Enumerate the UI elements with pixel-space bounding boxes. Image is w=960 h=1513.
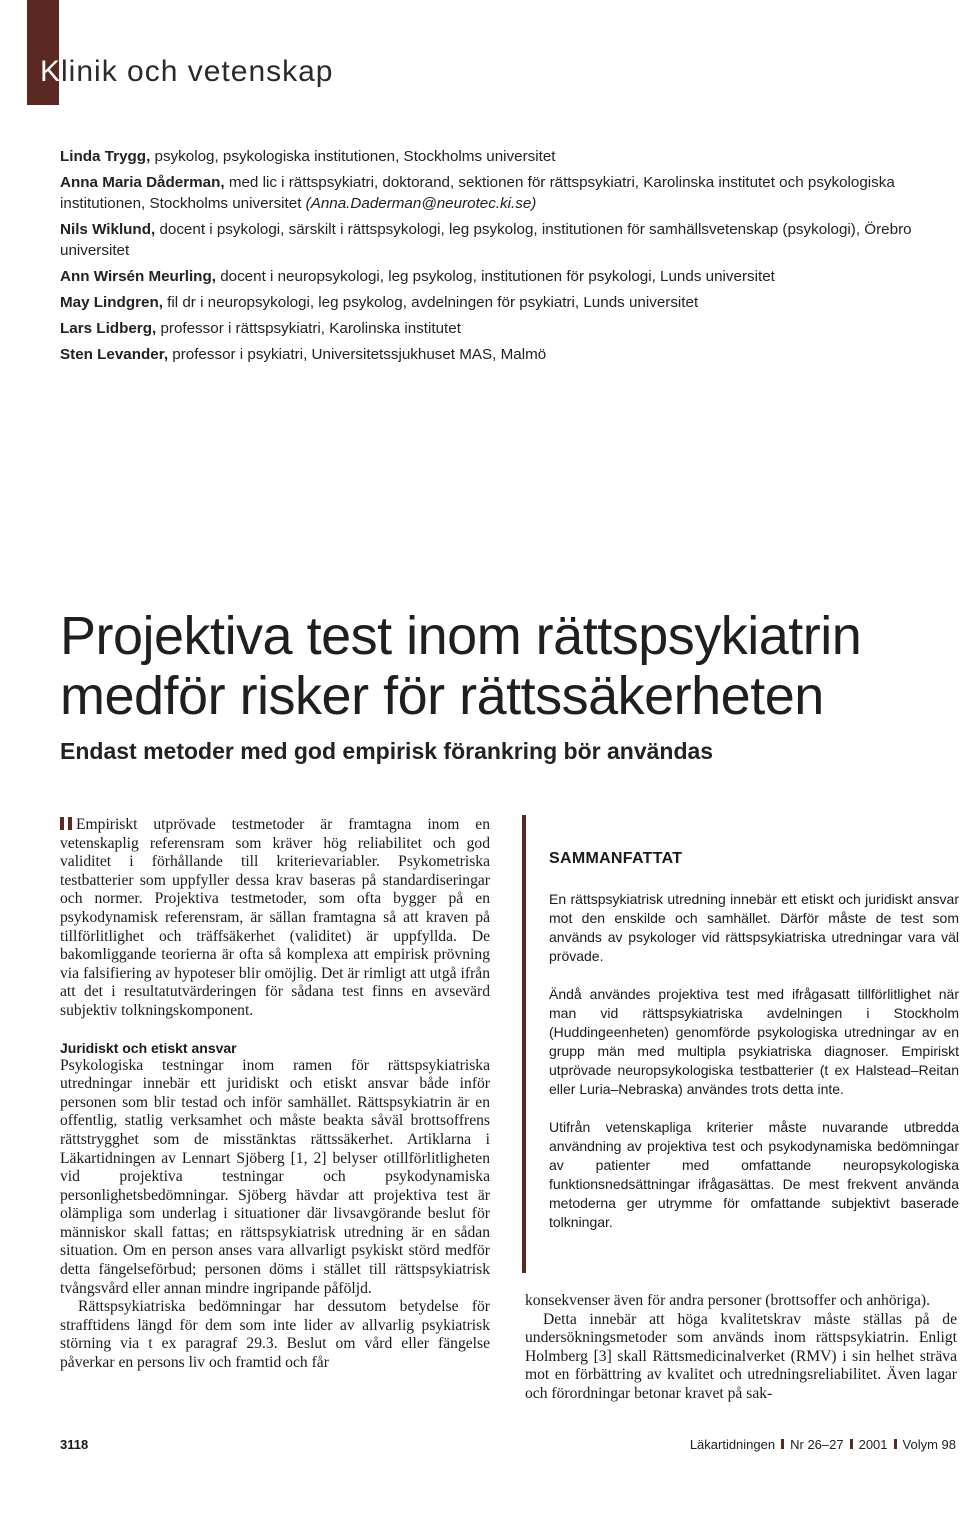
author-affiliation: psykolog, psykologiska institutionen, Stockholms universitet xyxy=(150,148,556,165)
intro-text: Empiriskt utprövade testmetoder är framtagna inom en vetenskaplig referensram som kräver hög reliabilitet och god validitet i förhållande till kriterievariabler. Psykometriska testbatterier som uppfyller dessa krav baseras på standardiseringar och normer. Projektiva testmetoder, som ofta bygger på en psykodynamisk referensram, är sällan framtagna så att kraven på tillförlitlighet och träffsäkerhet (validitet) är uppfyllda. De bakomliggande teorierna är ofta så komplexa att empirisk prövning via falsifiering av hypoteser blir omöjlig. Det är rimligt att utgå ifrån att det i resultatutvärderingen för sådana test finns en avsevärd subjektiv tolkningskomponent. xyxy=(60,816,490,1019)
body-column-right xyxy=(525,1292,957,1404)
author-name: Lars Lidberg, xyxy=(60,320,157,337)
body-paragraph: konsekvenser även för andra personer (brottsoffer och anhöriga). xyxy=(525,1292,930,1309)
author-entry xyxy=(60,219,940,261)
journal-footer xyxy=(690,1437,956,1452)
author-name: Ann Wirsén Meurling, xyxy=(60,268,216,285)
author-affiliation: docent i psykologi, särskilt i rättspsykologi, leg psykolog, institutionen för samhällsvetenskap (psykologi), Örebro universitet xyxy=(60,221,912,259)
journal-volume: Volym 98 xyxy=(902,1437,956,1452)
section-title-initial: K xyxy=(40,55,62,88)
summary-paragraph: Utifrån vetenskapliga kriterier måste nuvarande utbredda användning av projektiva test och psykodynamiska bedömningar av patienter med omfattande neuropsykologiska funktionsnedsättningar ifrågasättas. De mest frekvent använda metoderna ger utrymme för omfattande subjektivt baserade tolkningar. xyxy=(549,1119,959,1230)
author-affiliation: professor i rättspsykiatri, Karolinska institutet xyxy=(156,320,461,337)
section-title xyxy=(40,55,334,89)
author-entry xyxy=(60,344,940,365)
section-color-bar xyxy=(27,0,62,105)
summary-title: SAMMANFATTAT xyxy=(549,850,683,867)
page-number: 3118 xyxy=(60,1437,89,1452)
author-name: May Lindgren, xyxy=(60,294,163,311)
author-list xyxy=(60,146,940,370)
article-headline xyxy=(60,606,940,726)
author-entry xyxy=(60,292,940,313)
author-name: Nils Wiklund, xyxy=(60,221,156,238)
author-affiliation: fil dr i neuropsykologi, leg psykolog, avdelningen för psykiatri, Lunds universitet xyxy=(162,294,699,311)
body-paragraph: Detta innebär att höga kvalitetskrav måste ställas på de undersökningsmetoder som används inom rättspsykiatrin. Enligt Holmberg [3] skall Rättsmedicinalverket (RMV) i sin helhet sträva mot en förbättring av kvalitet och utredningsreliabilitet. Även lagar och förordningar betonar kravet på sak- xyxy=(525,1310,957,1402)
headline-line: medför risker för rättssäkerheten xyxy=(60,666,824,726)
author-name: Anna Maria Dåderman, xyxy=(60,174,225,191)
lead-marker-icon xyxy=(60,817,72,830)
author-name: Sten Levander, xyxy=(60,346,169,363)
journal-name: Läkartidningen xyxy=(689,1437,776,1452)
author-entry xyxy=(60,318,940,339)
author-name: Linda Trygg, xyxy=(60,148,151,165)
separator-bar xyxy=(894,1439,897,1449)
body-paragraph xyxy=(60,816,490,1021)
summary-rule xyxy=(522,815,526,1273)
summary-box xyxy=(522,815,958,1275)
author-entry xyxy=(60,172,940,214)
body-paragraph: Rättspsykiatriska bedömningar har dessutom betydelse för strafftidens längd för dem som inte lider av allvarlig psykiatrisk störning via t ex paragraf 29.3. Beslut om vård eller fängelse påverkar en persons liv och framtid och får xyxy=(60,1298,490,1372)
summary-content xyxy=(549,849,959,1251)
author-affiliation: docent i neuropsykologi, leg psykolog, institutionen för psykologi, Lunds universitet xyxy=(215,268,775,285)
author-affiliation: med lic i rättspsykiatri, doktorand, sektionen för rättspsykiatri, Karolinska institutet och psykologiska institutionen, Stockholms universitet xyxy=(60,174,895,212)
author-entry xyxy=(60,266,940,287)
body-column-left xyxy=(60,816,490,1373)
author-email[interactable]: (Anna.Daderman@neurotec.ki.se) xyxy=(305,195,537,212)
journal-issue: Nr 26–27 xyxy=(790,1437,844,1452)
summary-paragraph: Ändå användes projektiva test med ifrågasatt tillförlitlighet när man vid rättspsykiatriska avdelningen i Stockholm (Huddingeenheten) genomförde psykologiska utredningar av en grupp män med multipla psykiatriska diagnoser. Empiriskt utprövade neuropsykologiska testbatterier (t ex Halstead–Reitan eller Luria–Nebraska) användes trots detta inte. xyxy=(549,986,959,1097)
body-paragraph: Psykologiska testningar inom ramen för rättspsykiatriska utredningar innebär ett juridiskt och etiskt ansvar både inför personen som blir testad och inför samhället. Rättspsykiatrin är en offentlig, statlig verksamhet och måste beakta såväl brottsoffrens rättstrygghet som de misstänktas rättssäkerhet. Artiklarna i Läkartidningen av Lennart Sjöberg [1, 2] belyser otillförlitligheten vid projektiva testningar och psykodynamiska personlighetsbedömningar. Sjöberg hävdar att projektiva test är olämpliga som underlag i situationer där livsavgörande beslut för människor skall fattas; en rättspsykiatrisk utredning är en sådan situation. Om en person anses vara allvarligt psykiskt störd medför detta fängelseförbud; personen döms i stället till rättspsykiatrisk tvångsvård eller annan mindre ingripande påföljd. xyxy=(60,1056,490,1297)
author-entry xyxy=(60,146,940,167)
headline-line: Projektiva test inom rättspsykiatrin xyxy=(60,606,862,666)
author-affiliation: professor i psykiatri, Universitetssjukhuset MAS, Malmö xyxy=(168,346,547,363)
article-subheadline: Endast metoder med god empirisk förankring bör användas xyxy=(60,738,714,764)
section-heading: Juridiskt och etiskt ansvar xyxy=(60,1039,237,1056)
journal-year: 2001 xyxy=(858,1437,888,1452)
summary-paragraph: En rättspsykiatrisk utredning innebär ett etiskt och juridiskt ansvar mot den enskilde och samhället. Därför måste de test som används av psykologer vid rättspsykiatriska utredningar vara väl prövade. xyxy=(549,891,959,964)
separator-bar xyxy=(850,1439,853,1449)
section-title-rest: linik och vetenskap xyxy=(61,55,334,88)
separator-bar xyxy=(781,1439,784,1449)
